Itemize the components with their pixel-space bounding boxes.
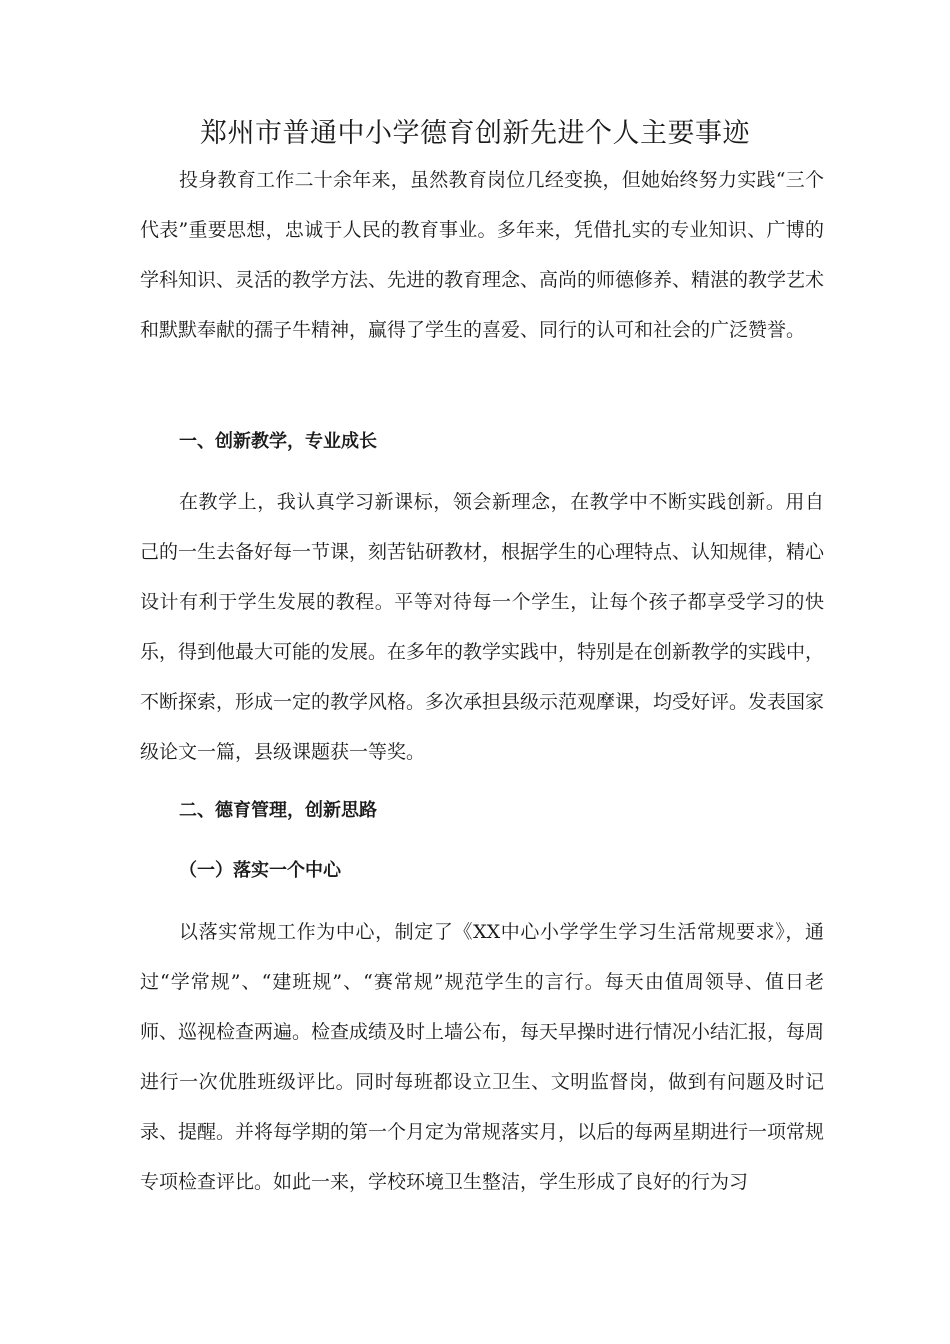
subsection-1-paragraph: 以落实常规工作为中心，制定了《XX中心小学学生学习生活常规要求》，通过“学常规”、“建班规”、“赛常规”规范学生的言行。每天由值周领导、值日老师、巡视检查两遍。检查成绩及时上墙公布，每天早操时进行情况小结汇报，每周进行一次优胜班级评比。同时每班都设立卫生、文明监督岗，做到有问题及时记录、提醒。并将每学期的第一个月定为常规落实月，以后的每两星期进行一项常规专项检查评比。如此一来，学校环境卫生整洁，学生形成了良好的行为习 xyxy=(140,921,825,1193)
document-title: 郑州市普通中小学德育创新先进个人主要事迹 xyxy=(200,118,750,149)
section-1-heading: 一、创新教学，专业成长 xyxy=(179,431,377,452)
intro-paragraph: 投身教育工作二十余年来，虽然教育岗位几经变换，但她始终努力实践“三个代表”重要思想，忠诚于人民的教育事业。多年来，凭借扎实的专业知识、广博的学科知识、灵活的教学方法、先进的教育理念、高尚的师德修养、精湛的教学艺术和默默奉献的孺子牛精神，赢得了学生的喜爱、同行的认可和社会的广泛赞誉。 xyxy=(140,169,825,341)
section-2-heading: 二、德育管理，创新思路 xyxy=(179,800,377,821)
section-1-paragraph: 在教学上，我认真学习新课标，领会新理念，在教学中不断实践创新。用自己的一生去备好每一节课，刻苦钻研教材，根据学生的心理特点、认知规律，精心设计有利于学生发展的教程。平等对待每一个学生，让每个孩子都享受学习的快乐，得到他最大可能的发展。在多年的教学实践中，特别是在创新教学的实践中，不断探索，形成一定的教学风格。多次承担县级示范观摩课，均受好评。发表国家级论文一篇，县级课题获一等奖。 xyxy=(140,491,825,763)
subsection-1-heading: （一）落实一个中心 xyxy=(179,860,341,881)
